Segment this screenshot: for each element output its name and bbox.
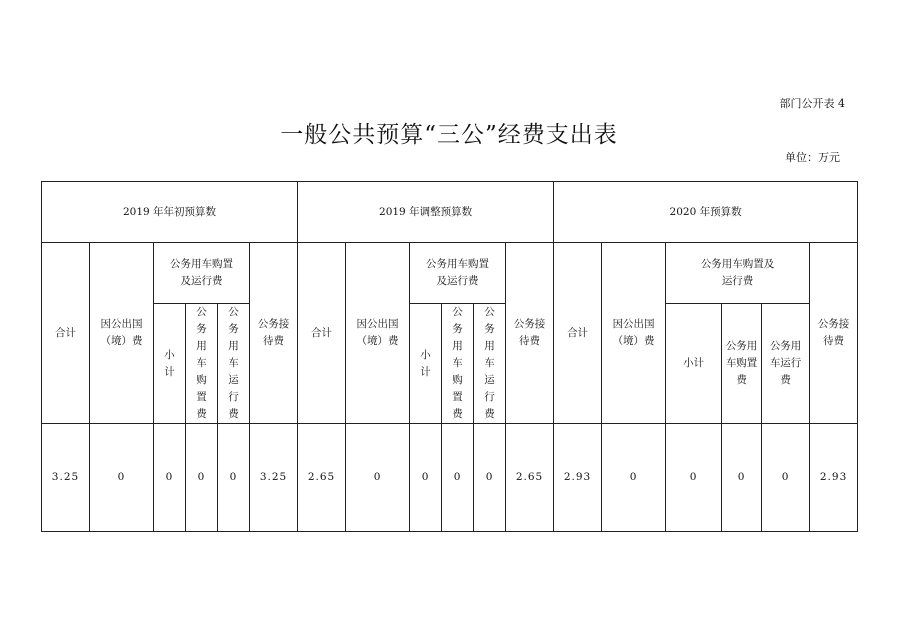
header-total: 合计	[42, 243, 90, 424]
unit-label: 单位：万元	[785, 151, 840, 164]
value-cell: 2.93	[554, 424, 602, 532]
group-header-row	[42, 182, 858, 243]
value-cell: 0	[474, 424, 506, 532]
page-title: 一般公共预算“三公”经费支出表	[280, 122, 618, 148]
header-subtotal: 小计	[154, 304, 186, 424]
header-purchase: 公务用车购置费	[186, 304, 218, 424]
group-2020: 2020 年预算数	[554, 182, 858, 243]
header-vehicle-group: 公务用车购置及运行费	[410, 243, 506, 304]
header-row-1	[42, 243, 858, 304]
header-total: 合计	[298, 243, 346, 424]
value-cell: 0	[410, 424, 442, 532]
header-row-2	[42, 304, 858, 424]
value-cell: 2.93	[810, 424, 858, 532]
value-cell: 0	[722, 424, 762, 532]
value-cell: 2.65	[298, 424, 346, 532]
header-operation: 公务用车运行费	[474, 304, 506, 424]
header-purchase: 公务用车购置费	[722, 304, 762, 424]
header-reception: 公务接待费	[250, 243, 298, 424]
value-cell: 0	[442, 424, 474, 532]
group-2019-initial: 2019 年年初预算数	[42, 182, 298, 243]
group-2019-adjusted: 2019 年调整预算数	[298, 182, 554, 243]
header-travel: 因公出国（境）费	[602, 243, 666, 424]
header-travel: 因公出国（境）费	[346, 243, 410, 424]
header-travel: 因公出国（境）费	[90, 243, 154, 424]
header-purchase: 公务用车购置费	[442, 304, 474, 424]
header-vehicle-group: 公务用车购置及运行费	[666, 243, 810, 304]
header-vehicle-group: 公务用车购置及运行费	[154, 243, 250, 304]
budget-table	[41, 181, 858, 532]
form-tag: 部门公开表 4	[779, 97, 845, 110]
value-cell: 0	[154, 424, 186, 532]
header-operation: 公务用车运行费	[762, 304, 810, 424]
value-cell: 0	[218, 424, 250, 532]
value-cell: 3.25	[250, 424, 298, 532]
header-total: 合计	[554, 243, 602, 424]
header-operation: 公务用车运行费	[218, 304, 250, 424]
header-subtotal: 小计	[410, 304, 442, 424]
header-reception: 公务接待费	[506, 243, 554, 424]
value-cell: 0	[346, 424, 410, 532]
value-cell: 0	[762, 424, 810, 532]
value-cell: 0	[186, 424, 218, 532]
data-row	[42, 424, 858, 532]
value-cell: 0	[666, 424, 722, 532]
header-subtotal: 小计	[666, 304, 722, 424]
value-cell: 0	[602, 424, 666, 532]
header-reception: 公务接待费	[810, 243, 858, 424]
value-cell: 0	[90, 424, 154, 532]
value-cell: 2.65	[506, 424, 554, 532]
value-cell: 3.25	[42, 424, 90, 532]
